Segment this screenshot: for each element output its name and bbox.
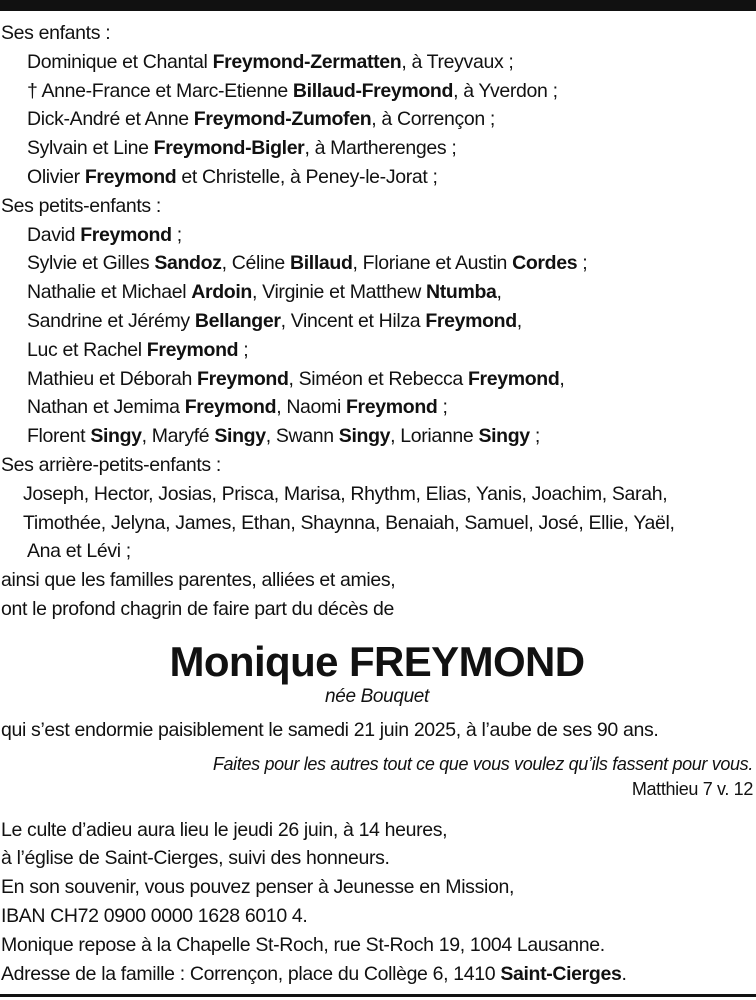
- family-name: Singy: [478, 425, 530, 448]
- notice-line: [1, 960, 753, 989]
- notice-line: [1, 307, 753, 336]
- notice-line: [1, 365, 753, 394]
- text-segment: Dick-André et Anne: [27, 108, 194, 131]
- text-segment: ;: [529, 425, 540, 448]
- text-segment: David: [27, 223, 81, 246]
- family-name: Ardoin: [191, 281, 252, 304]
- notice-line: [1, 48, 753, 77]
- notice-line: [1, 278, 753, 307]
- text-segment: , Lorianne: [390, 425, 479, 448]
- text-segment: Mathieu et Déborah: [27, 367, 198, 390]
- text-segment: ;: [437, 396, 448, 419]
- text-segment: Florent: [27, 425, 91, 448]
- notice-line: [1, 163, 753, 192]
- text-segment: , Maryfé: [141, 425, 215, 448]
- petits-enfants-heading: Ses petits-enfants :: [1, 194, 161, 217]
- family-name: Billaud: [289, 252, 353, 275]
- notice-line: [1, 77, 753, 106]
- notice-line: [1, 902, 753, 931]
- notice-line: [1, 816, 753, 845]
- family-name: Cordes: [512, 252, 578, 275]
- text-segment: Nathan et Jemima: [27, 396, 185, 419]
- text-segment: ;: [171, 223, 182, 246]
- enfants-heading: Ses enfants :: [1, 22, 111, 44]
- verse-reference: Matthieu 7 v. 12: [631, 778, 753, 799]
- notice-line: [1, 249, 753, 278]
- obituary-notice: [1, 19, 753, 988]
- notice-line: [1, 336, 753, 365]
- text-segment: En son souvenir, vous pouvez penser à Jeunesse en Mission,: [1, 876, 515, 899]
- text-segment: , Vincent et Hilza: [280, 309, 426, 332]
- bottom-rule: [0, 994, 756, 997]
- maiden-name: née Bouquet: [325, 685, 429, 707]
- text-segment: , Céline: [221, 252, 290, 275]
- notice-line: [1, 422, 753, 451]
- text-segment: , à Treyvaux ;: [401, 50, 514, 73]
- text-segment: , à Martherenges ;: [304, 137, 457, 160]
- text-segment: Sylvain et Line: [27, 137, 154, 160]
- familles-line: ainsi que les familles parentes, alliées et amies,: [1, 569, 396, 592]
- family-name: Freymond: [467, 367, 560, 390]
- arriere-line: Joseph, Hector, Josias, Prisca, Marisa, Rhythm, Elias, Yanis, Joachim, Sarah,: [23, 482, 668, 505]
- notice-line: [1, 393, 753, 422]
- notice-line: [1, 931, 753, 960]
- arriere-petits-enfants-heading: Ses arrière-petits-enfants :: [1, 453, 221, 476]
- text-segment: Sandrine et Jérémy: [27, 309, 195, 332]
- text-segment: , à Yverdon ;: [453, 79, 558, 102]
- text-segment: ,: [496, 281, 502, 304]
- deceased-name: Monique FREYMOND: [169, 637, 585, 685]
- text-segment: .: [621, 962, 627, 985]
- text-segment: Adresse de la famille : Corrençon, place du Collège 6, 1410: [1, 962, 501, 985]
- family-name: Freymond-Zermatten: [212, 50, 402, 73]
- family-name: Saint-Cierges: [500, 962, 622, 985]
- family-name: Singy: [214, 425, 266, 448]
- death-statement: qui s’est endormie paisiblement le samedi 21 juin 2025, à l’aube de ses 90 ans.: [1, 718, 659, 741]
- text-segment: ,: [559, 367, 565, 390]
- family-name: Freymond: [84, 165, 177, 188]
- notice-line: [1, 844, 753, 873]
- family-name: Ntumba: [426, 281, 497, 304]
- family-name: Freymond: [184, 396, 277, 419]
- arriere-line: Timothée, Jelyna, James, Ethan, Shaynna, Benaiah, Samuel, José, Ellie, Yaël,: [23, 511, 675, 534]
- family-name: Billaud-Freymond: [292, 79, 454, 102]
- text-segment: , Floriane et Austin: [352, 252, 513, 275]
- text-segment: Nathalie et Michael: [27, 281, 192, 304]
- text-segment: à l’église de Saint-Cierges, suivi des honneurs.: [1, 847, 390, 870]
- family-name: Sandoz: [154, 252, 222, 275]
- family-name: Singy: [90, 425, 142, 448]
- text-segment: , Siméon et Rebecca: [288, 367, 468, 390]
- text-segment: , Swann: [265, 425, 339, 448]
- notice-line: [1, 134, 753, 163]
- text-segment: ;: [238, 338, 249, 361]
- notice-line: [1, 221, 753, 250]
- family-name: Freymond: [80, 223, 172, 246]
- text-segment: Monique repose à la Chapelle St-Roch, rue St-Roch 19, 1004 Lausanne.: [1, 933, 605, 956]
- family-name: Freymond: [146, 338, 239, 361]
- text-segment: ;: [577, 252, 588, 275]
- text-segment: Sylvie et Gilles: [27, 252, 155, 275]
- family-name: Freymond: [346, 396, 438, 419]
- family-name: Freymond-Bigler: [153, 137, 305, 160]
- text-segment: , à Corrençon ;: [371, 108, 495, 131]
- text-segment: et Christelle, à Peney-le-Jorat ;: [176, 165, 438, 188]
- bible-verse: Faites pour les autres tout ce que vous voulez qu’ils fassent pour vous.: [212, 753, 753, 774]
- notice-line: [1, 873, 753, 902]
- petits-enfants-list: [1, 221, 753, 451]
- text-segment: † Anne-France et Marc-Etienne: [27, 79, 293, 102]
- text-segment: Olivier: [27, 165, 85, 188]
- family-name: Freymond: [425, 309, 517, 332]
- text-segment: , Virginie et Matthew: [252, 281, 427, 304]
- top-rule: [0, 0, 756, 11]
- notice-line: [1, 105, 753, 134]
- text-segment: , Naomi: [276, 396, 346, 419]
- arriere-petits-enfants-list: [1, 480, 753, 566]
- ceremony-info: [1, 816, 753, 989]
- family-name: Singy: [338, 425, 391, 448]
- family-name: Bellanger: [194, 309, 281, 332]
- text-segment: Luc et Rachel: [27, 338, 147, 361]
- text-segment: Dominique et Chantal: [27, 50, 213, 73]
- family-name: Freymond-Zumofen: [193, 108, 372, 131]
- text-segment: IBAN CH72 0900 0000 1628 6010 4.: [1, 904, 308, 927]
- enfants-list: [1, 48, 753, 192]
- chagrin-line: ont le profond chagrin de faire part du décès de: [1, 597, 394, 620]
- text-segment: ,: [516, 309, 522, 332]
- text-segment: Le culte d’adieu aura lieu le jeudi 26 juin, à 14 heures,: [1, 818, 448, 841]
- family-name: Freymond: [197, 367, 289, 390]
- arriere-line: Ana et Lévi ;: [27, 540, 131, 563]
